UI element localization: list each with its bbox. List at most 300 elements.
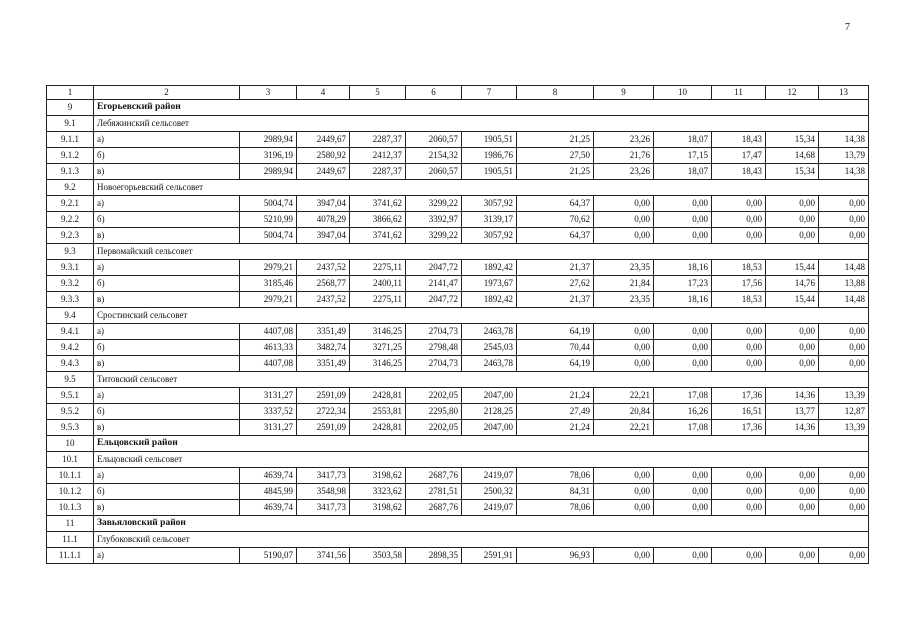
- value-cell: 0,00: [654, 468, 712, 484]
- section-row: [47, 180, 869, 196]
- value-cell: 0,00: [712, 324, 766, 340]
- value-cell: 3131,27: [240, 420, 297, 436]
- value-cell: 3299,22: [406, 228, 462, 244]
- value-cell: 0,00: [654, 484, 712, 500]
- row-label: а): [94, 468, 240, 484]
- district-row: [47, 516, 869, 532]
- row-label: б): [94, 276, 240, 292]
- value-cell: 14,76: [766, 276, 819, 292]
- value-cell: 23,26: [594, 132, 654, 148]
- value-cell: 2898,35: [406, 548, 462, 564]
- value-cell: 14,36: [766, 388, 819, 404]
- header-cell: 8: [517, 86, 594, 100]
- section-id: 11.1: [47, 532, 94, 548]
- value-cell: 15,34: [766, 132, 819, 148]
- value-cell: 27,62: [517, 276, 594, 292]
- value-cell: 84,31: [517, 484, 594, 500]
- value-cell: 4078,29: [297, 212, 350, 228]
- value-cell: 2428,81: [350, 388, 406, 404]
- district-name: Егорьевский район: [94, 100, 869, 116]
- value-cell: 96,93: [517, 548, 594, 564]
- value-cell: 1905,51: [462, 164, 517, 180]
- value-cell: 0,00: [654, 196, 712, 212]
- value-cell: 0,00: [712, 228, 766, 244]
- district-row: [47, 436, 869, 452]
- value-cell: 17,23: [654, 276, 712, 292]
- value-cell: 5190,07: [240, 548, 297, 564]
- value-cell: 13,77: [766, 404, 819, 420]
- value-cell: 0,00: [594, 468, 654, 484]
- value-cell: 2128,25: [462, 404, 517, 420]
- row-id: 10.1.1: [47, 468, 94, 484]
- value-cell: 1892,42: [462, 260, 517, 276]
- value-cell: 3741,56: [297, 548, 350, 564]
- value-cell: 2580,92: [297, 148, 350, 164]
- value-cell: 0,00: [594, 484, 654, 500]
- value-cell: 3741,62: [350, 196, 406, 212]
- value-cell: 4845,99: [240, 484, 297, 500]
- value-cell: 4639,74: [240, 500, 297, 516]
- value-cell: 17,36: [712, 388, 766, 404]
- row-label: б): [94, 404, 240, 420]
- table-row: [47, 500, 869, 516]
- value-cell: 2047,72: [406, 260, 462, 276]
- value-cell: 3351,49: [297, 356, 350, 372]
- value-cell: 64,37: [517, 196, 594, 212]
- value-cell: 17,47: [712, 148, 766, 164]
- value-cell: 0,00: [819, 324, 869, 340]
- header-cell: 11: [712, 86, 766, 100]
- value-cell: 1905,51: [462, 132, 517, 148]
- section-row: [47, 372, 869, 388]
- value-cell: 22,21: [594, 388, 654, 404]
- value-cell: 0,00: [819, 356, 869, 372]
- value-cell: 2437,52: [297, 260, 350, 276]
- district-row: [47, 100, 869, 116]
- table-row: [47, 164, 869, 180]
- value-cell: 2568,77: [297, 276, 350, 292]
- table-row: [47, 292, 869, 308]
- value-cell: 3299,22: [406, 196, 462, 212]
- section-id: 9.1: [47, 116, 94, 132]
- value-cell: 0,00: [766, 356, 819, 372]
- value-cell: 14,36: [766, 420, 819, 436]
- section-id: 10.1: [47, 452, 94, 468]
- value-cell: 3139,17: [462, 212, 517, 228]
- value-cell: 2060,57: [406, 164, 462, 180]
- value-cell: 0,00: [712, 548, 766, 564]
- value-cell: 21,25: [517, 132, 594, 148]
- district-id: 11: [47, 516, 94, 532]
- row-id: 9.4.1: [47, 324, 94, 340]
- value-cell: 0,00: [766, 500, 819, 516]
- value-cell: 0,00: [766, 212, 819, 228]
- value-cell: 0,00: [654, 356, 712, 372]
- value-cell: 18,07: [654, 132, 712, 148]
- value-cell: 2295,80: [406, 404, 462, 420]
- row-label: в): [94, 356, 240, 372]
- value-cell: 2400,11: [350, 276, 406, 292]
- value-cell: 17,56: [712, 276, 766, 292]
- value-cell: 3866,62: [350, 212, 406, 228]
- value-cell: 0,00: [594, 548, 654, 564]
- value-cell: 0,00: [654, 228, 712, 244]
- section-name: Ельцовский сельсовет: [94, 452, 869, 468]
- value-cell: 4407,08: [240, 356, 297, 372]
- value-cell: 1892,42: [462, 292, 517, 308]
- section-name: Сростинский сельсовет: [94, 308, 869, 324]
- value-cell: 27,50: [517, 148, 594, 164]
- value-cell: 2419,07: [462, 500, 517, 516]
- value-cell: 3198,62: [350, 500, 406, 516]
- row-id: 9.5.1: [47, 388, 94, 404]
- row-label: б): [94, 484, 240, 500]
- row-id: 9.1.2: [47, 148, 94, 164]
- value-cell: 0,00: [654, 500, 712, 516]
- value-cell: 3392,97: [406, 212, 462, 228]
- row-id: 9.5.3: [47, 420, 94, 436]
- row-label: в): [94, 164, 240, 180]
- district-id: 9: [47, 100, 94, 116]
- row-id: 9.3.3: [47, 292, 94, 308]
- row-id: 9.4.3: [47, 356, 94, 372]
- value-cell: 0,00: [819, 548, 869, 564]
- value-cell: 2687,76: [406, 500, 462, 516]
- value-cell: 21,24: [517, 420, 594, 436]
- section-row: [47, 116, 869, 132]
- value-cell: 13,39: [819, 420, 869, 436]
- value-cell: 4639,74: [240, 468, 297, 484]
- table-row: [47, 260, 869, 276]
- value-cell: 3196,19: [240, 148, 297, 164]
- value-cell: 0,00: [594, 212, 654, 228]
- row-label: б): [94, 212, 240, 228]
- table-row: [47, 196, 869, 212]
- value-cell: 0,00: [712, 500, 766, 516]
- table-row: [47, 356, 869, 372]
- table-row: [47, 148, 869, 164]
- value-cell: 18,53: [712, 292, 766, 308]
- value-cell: 2545,03: [462, 340, 517, 356]
- value-cell: 2449,67: [297, 132, 350, 148]
- section-name: Новоегорьевский сельсовет: [94, 180, 869, 196]
- value-cell: 4613,33: [240, 340, 297, 356]
- value-cell: 3337,52: [240, 404, 297, 420]
- value-cell: 0,00: [712, 484, 766, 500]
- value-cell: 22,21: [594, 420, 654, 436]
- row-label: а): [94, 196, 240, 212]
- value-cell: 3947,04: [297, 228, 350, 244]
- value-cell: 2553,81: [350, 404, 406, 420]
- row-id: 10.1.2: [47, 484, 94, 500]
- value-cell: 2463,78: [462, 324, 517, 340]
- header-cell: 9: [594, 86, 654, 100]
- header-cell: 12: [766, 86, 819, 100]
- value-cell: 0,00: [712, 196, 766, 212]
- row-label: б): [94, 340, 240, 356]
- section-id: 9.5: [47, 372, 94, 388]
- value-cell: 2463,78: [462, 356, 517, 372]
- value-cell: 17,36: [712, 420, 766, 436]
- row-label: в): [94, 500, 240, 516]
- row-label: в): [94, 228, 240, 244]
- value-cell: 3131,27: [240, 388, 297, 404]
- value-cell: 0,00: [819, 500, 869, 516]
- value-cell: 0,00: [654, 548, 712, 564]
- value-cell: 3146,25: [350, 356, 406, 372]
- value-cell: 14,38: [819, 132, 869, 148]
- value-cell: 2275,11: [350, 260, 406, 276]
- value-cell: 64,19: [517, 356, 594, 372]
- table-row: [47, 468, 869, 484]
- value-cell: 21,37: [517, 260, 594, 276]
- value-cell: 3271,25: [350, 340, 406, 356]
- value-cell: 18,07: [654, 164, 712, 180]
- value-cell: 0,00: [819, 468, 869, 484]
- value-cell: 0,00: [594, 228, 654, 244]
- value-cell: 0,00: [712, 212, 766, 228]
- value-cell: 3417,73: [297, 468, 350, 484]
- value-cell: 20,84: [594, 404, 654, 420]
- value-cell: 2287,37: [350, 164, 406, 180]
- row-id: 9.1.1: [47, 132, 94, 148]
- value-cell: 2781,51: [406, 484, 462, 500]
- value-cell: 5004,74: [240, 228, 297, 244]
- value-cell: 0,00: [819, 340, 869, 356]
- value-cell: 3417,73: [297, 500, 350, 516]
- value-cell: 2979,21: [240, 292, 297, 308]
- value-cell: 0,00: [766, 196, 819, 212]
- value-cell: 2704,73: [406, 356, 462, 372]
- section-row: [47, 452, 869, 468]
- value-cell: 0,00: [766, 484, 819, 500]
- value-cell: 3548,98: [297, 484, 350, 500]
- header-cell: 13: [819, 86, 869, 100]
- value-cell: 23,35: [594, 292, 654, 308]
- value-cell: 2449,67: [297, 164, 350, 180]
- value-cell: 5004,74: [240, 196, 297, 212]
- district-id: 10: [47, 436, 94, 452]
- value-cell: 78,06: [517, 468, 594, 484]
- value-cell: 0,00: [766, 340, 819, 356]
- row-label: а): [94, 548, 240, 564]
- value-cell: 70,44: [517, 340, 594, 356]
- value-cell: 2047,00: [462, 388, 517, 404]
- value-cell: 2275,11: [350, 292, 406, 308]
- row-id: 9.2.3: [47, 228, 94, 244]
- value-cell: 17,15: [654, 148, 712, 164]
- table-row: [47, 340, 869, 356]
- row-id: 10.1.3: [47, 500, 94, 516]
- page-number: 7: [845, 22, 850, 33]
- value-cell: 3503,58: [350, 548, 406, 564]
- value-cell: 13,79: [819, 148, 869, 164]
- row-id: 9.3.2: [47, 276, 94, 292]
- value-cell: 64,37: [517, 228, 594, 244]
- value-cell: 3057,92: [462, 196, 517, 212]
- value-cell: 2154,32: [406, 148, 462, 164]
- table-row: [47, 484, 869, 500]
- value-cell: 2287,37: [350, 132, 406, 148]
- value-cell: 16,26: [654, 404, 712, 420]
- value-cell: 0,00: [766, 324, 819, 340]
- value-cell: 2989,94: [240, 132, 297, 148]
- header-cell: 2: [94, 86, 240, 100]
- value-cell: 3323,62: [350, 484, 406, 500]
- value-cell: 3351,49: [297, 324, 350, 340]
- section-row: [47, 244, 869, 260]
- row-label: а): [94, 132, 240, 148]
- section-row: [47, 532, 869, 548]
- value-cell: 17,08: [654, 388, 712, 404]
- value-cell: 64,19: [517, 324, 594, 340]
- value-cell: 16,51: [712, 404, 766, 420]
- row-label: а): [94, 388, 240, 404]
- value-cell: 3482,74: [297, 340, 350, 356]
- value-cell: 0,00: [819, 484, 869, 500]
- value-cell: 23,35: [594, 260, 654, 276]
- value-cell: 2591,09: [297, 420, 350, 436]
- value-cell: 2412,37: [350, 148, 406, 164]
- value-cell: 23,26: [594, 164, 654, 180]
- value-cell: 2437,52: [297, 292, 350, 308]
- row-id: 9.5.2: [47, 404, 94, 420]
- table-row: [47, 212, 869, 228]
- value-cell: 0,00: [712, 340, 766, 356]
- value-cell: 3185,46: [240, 276, 297, 292]
- value-cell: 17,08: [654, 420, 712, 436]
- value-cell: 3741,62: [350, 228, 406, 244]
- table-row: [47, 132, 869, 148]
- header-cell: 7: [462, 86, 517, 100]
- header-cell: 6: [406, 86, 462, 100]
- value-cell: 27,49: [517, 404, 594, 420]
- value-cell: 0,00: [654, 324, 712, 340]
- table-row: [47, 404, 869, 420]
- value-cell: 18,53: [712, 260, 766, 276]
- value-cell: 21,76: [594, 148, 654, 164]
- value-cell: 18,43: [712, 164, 766, 180]
- value-cell: 15,44: [766, 292, 819, 308]
- district-name: Завьяловский район: [94, 516, 869, 532]
- value-cell: 2428,81: [350, 420, 406, 436]
- value-cell: 2722,34: [297, 404, 350, 420]
- value-cell: 2202,05: [406, 388, 462, 404]
- value-cell: 0,00: [654, 340, 712, 356]
- row-label: а): [94, 260, 240, 276]
- section-id: 9.4: [47, 308, 94, 324]
- value-cell: 21,24: [517, 388, 594, 404]
- value-cell: 18,16: [654, 260, 712, 276]
- section-name: Лебяжинский сельсовет: [94, 116, 869, 132]
- value-cell: 0,00: [712, 356, 766, 372]
- value-cell: 2419,07: [462, 468, 517, 484]
- value-cell: 0,00: [766, 468, 819, 484]
- value-cell: 0,00: [819, 212, 869, 228]
- value-cell: 0,00: [594, 196, 654, 212]
- value-cell: 18,16: [654, 292, 712, 308]
- section-name: Первомайский сельсовет: [94, 244, 869, 260]
- row-id: 11.1.1: [47, 548, 94, 564]
- row-id: 9.3.1: [47, 260, 94, 276]
- tariff-table: [46, 85, 869, 564]
- row-label: в): [94, 292, 240, 308]
- value-cell: 2060,57: [406, 132, 462, 148]
- value-cell: 18,43: [712, 132, 766, 148]
- value-cell: 14,48: [819, 292, 869, 308]
- value-cell: 70,62: [517, 212, 594, 228]
- table-row: [47, 388, 869, 404]
- value-cell: 2979,21: [240, 260, 297, 276]
- section-id: 9.2: [47, 180, 94, 196]
- header-cell: 4: [297, 86, 350, 100]
- value-cell: 2047,00: [462, 420, 517, 436]
- section-id: 9.3: [47, 244, 94, 260]
- value-cell: 2687,76: [406, 468, 462, 484]
- value-cell: 4407,08: [240, 324, 297, 340]
- value-cell: 12,87: [819, 404, 869, 420]
- table-row: [47, 324, 869, 340]
- value-cell: 14,48: [819, 260, 869, 276]
- header-cell: 3: [240, 86, 297, 100]
- value-cell: 21,84: [594, 276, 654, 292]
- table-row: [47, 228, 869, 244]
- value-cell: 3146,25: [350, 324, 406, 340]
- value-cell: 15,44: [766, 260, 819, 276]
- row-id: 9.2.2: [47, 212, 94, 228]
- row-label: в): [94, 420, 240, 436]
- header-cell: 5: [350, 86, 406, 100]
- value-cell: 2989,94: [240, 164, 297, 180]
- district-name: Ельцовский район: [94, 436, 869, 452]
- value-cell: 21,37: [517, 292, 594, 308]
- value-cell: 0,00: [819, 228, 869, 244]
- value-cell: 0,00: [594, 356, 654, 372]
- table-row: [47, 420, 869, 436]
- header-cell: 1: [47, 86, 94, 100]
- value-cell: 2047,72: [406, 292, 462, 308]
- value-cell: 13,88: [819, 276, 869, 292]
- value-cell: 0,00: [766, 548, 819, 564]
- header-row: [47, 86, 869, 100]
- value-cell: 0,00: [819, 196, 869, 212]
- row-id: 9.1.3: [47, 164, 94, 180]
- section-row: [47, 308, 869, 324]
- value-cell: 15,34: [766, 164, 819, 180]
- table-row: [47, 548, 869, 564]
- value-cell: 0,00: [594, 340, 654, 356]
- value-cell: 2202,05: [406, 420, 462, 436]
- row-label: б): [94, 148, 240, 164]
- header-cell: 10: [654, 86, 712, 100]
- value-cell: 2591,91: [462, 548, 517, 564]
- row-id: 9.4.2: [47, 340, 94, 356]
- value-cell: 3947,04: [297, 196, 350, 212]
- value-cell: 0,00: [594, 324, 654, 340]
- value-cell: 5210,99: [240, 212, 297, 228]
- section-name: Глубоковский сельсовет: [94, 532, 869, 548]
- table-row: [47, 276, 869, 292]
- value-cell: 2141,47: [406, 276, 462, 292]
- value-cell: 78,06: [517, 500, 594, 516]
- value-cell: 1973,67: [462, 276, 517, 292]
- value-cell: 3057,92: [462, 228, 517, 244]
- value-cell: 13,39: [819, 388, 869, 404]
- value-cell: 21,25: [517, 164, 594, 180]
- value-cell: 0,00: [594, 500, 654, 516]
- value-cell: 0,00: [712, 468, 766, 484]
- section-name: Титовский сельсовет: [94, 372, 869, 388]
